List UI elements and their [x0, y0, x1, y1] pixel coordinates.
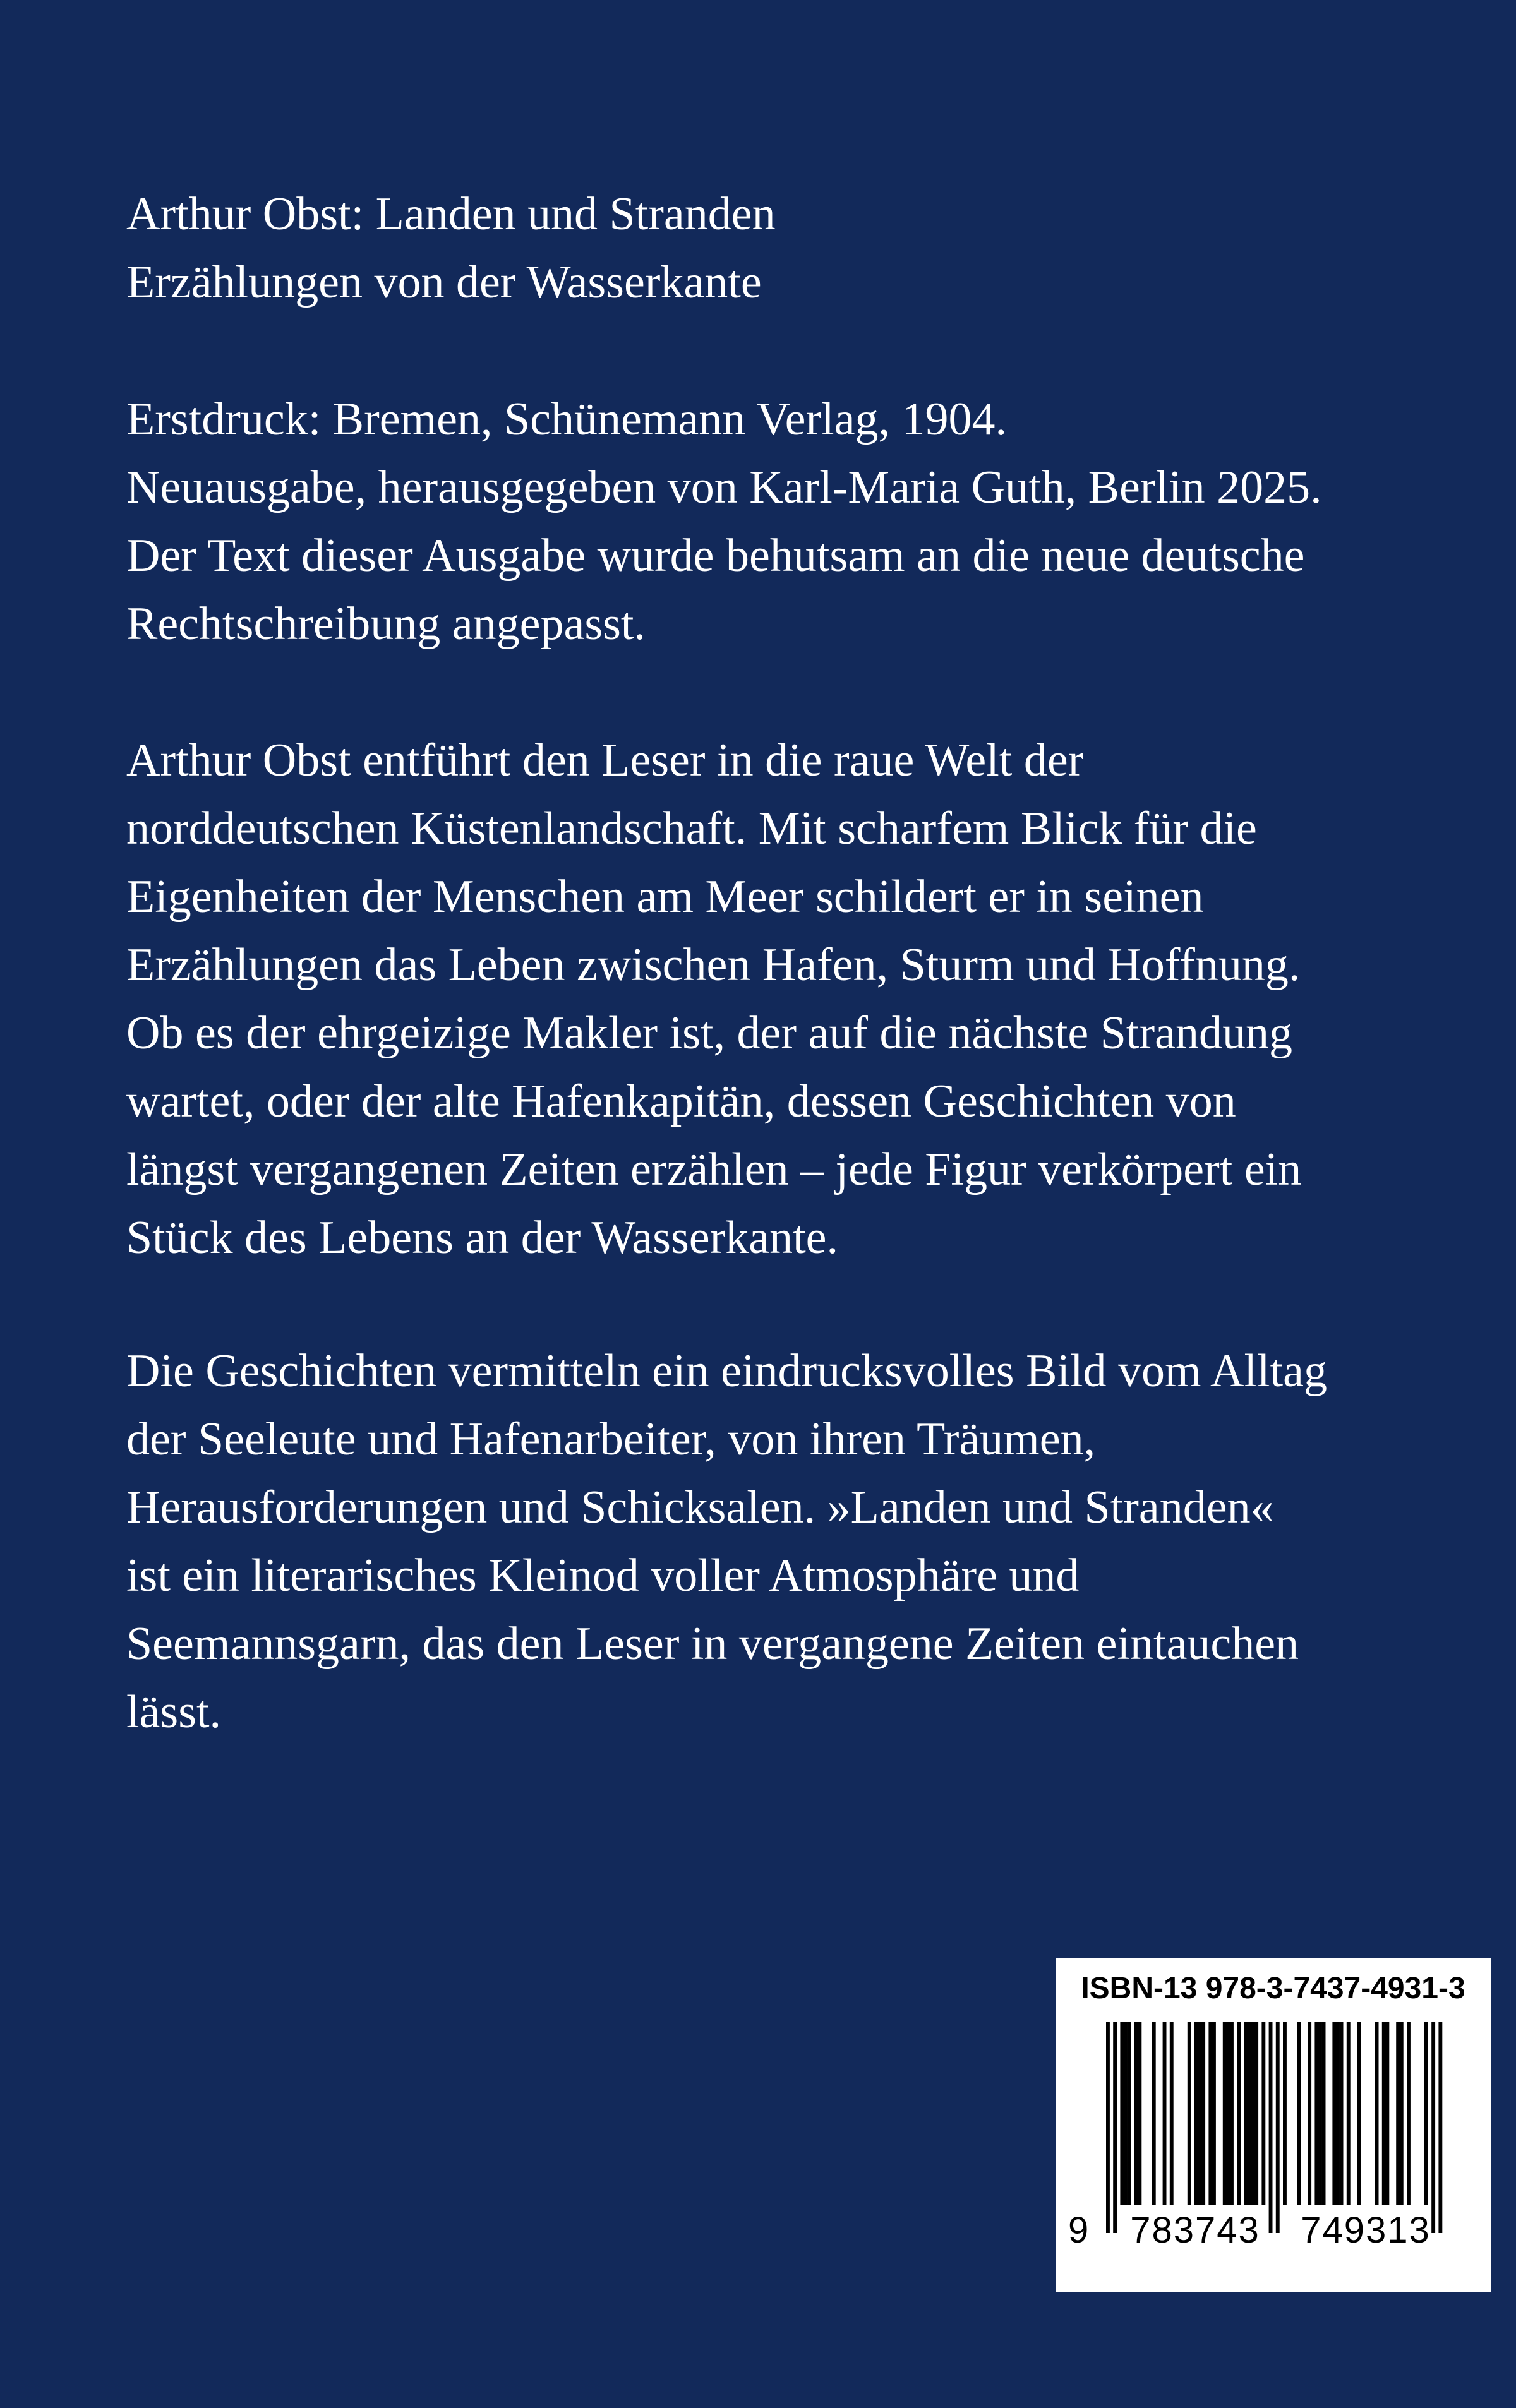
edition-line: Der Text dieser Ausgabe wurde behutsam an die neue deutsche [126, 530, 1305, 582]
barcode-bar [1223, 2022, 1227, 2205]
barcode-bar [1322, 2022, 1326, 2205]
barcode-bar [1261, 2022, 1265, 2205]
barcode-bar [1188, 2022, 1191, 2205]
edition-line: Rechtschreibung angepasst. [126, 598, 646, 650]
barcode-bar [1332, 2022, 1336, 2205]
barcode-bar [1248, 2022, 1251, 2205]
barcode-bar [1212, 2022, 1216, 2205]
barcode-bar [1198, 2022, 1202, 2205]
barcode-bar [1170, 2022, 1174, 2205]
barcode-bar [1230, 2022, 1234, 2205]
barcode-bar [1237, 2022, 1241, 2205]
description-line: ist ein literarisches Kleinod voller Atmosphäre und [126, 1550, 1080, 1602]
barcode-bar [1152, 2022, 1156, 2205]
barcode-bar [1318, 2022, 1322, 2205]
barcode-bar [1163, 2022, 1167, 2205]
barcode-digits-left: 783743 [1130, 2210, 1260, 2251]
edition-line: Erstdruck: Bremen, Schünemann Verlag, 1904. [126, 393, 1008, 445]
description-line: Ob es der ehrgeizige Makler ist, der auf die nächste Strandung [126, 1007, 1292, 1059]
barcode-bar [1357, 2022, 1361, 2205]
barcode-guard-bar [1113, 2022, 1117, 2233]
edition-line: Neuausgabe, herausgegeben von Karl-Maria Guth, Berlin 2025. [126, 462, 1322, 513]
barcode-bar [1208, 2022, 1212, 2205]
barcode-bar [1314, 2022, 1318, 2205]
barcode-bar [1124, 2022, 1128, 2205]
description-line: wartet, oder der alte Hafenkapitän, dessen Geschichten von [126, 1075, 1236, 1127]
description-line: der Seeleute und Hafenarbeiter, von ihren Träumen, [126, 1413, 1096, 1465]
book-title-line: Arthur Obst: Landen und Stranden [126, 188, 776, 240]
barcode-digits-right: 749313 [1301, 2210, 1431, 2251]
barcode-bar [1201, 2022, 1205, 2205]
description-line: Arthur Obst entführt den Leser in die raue Welt der [126, 734, 1084, 786]
barcode-bar [1297, 2022, 1301, 2205]
description-line: Die Geschichten vermitteln ein eindrucksvolles Bild vom Alltag [126, 1345, 1327, 1397]
barcode-bar [1382, 2022, 1386, 2205]
barcode-bar [1283, 2022, 1287, 2205]
description-paragraph-2 [126, 1337, 1440, 1746]
barcode-bar [1336, 2022, 1340, 2205]
description-line: norddeutschen Küstenlandschaft. Mit scharfem Blick für die [126, 803, 1257, 854]
description-line: Herausforderungen und Schicksalen. »Landen und Stranden« [126, 1482, 1274, 1533]
description-line: lässt. [126, 1686, 222, 1738]
barcode-digits [1056, 2205, 1491, 2256]
description-line: längst vergangenen Zeiten erzählen – jede Figur verkörpert ein [126, 1144, 1302, 1195]
barcode-bar [1251, 2022, 1255, 2205]
barcode-guard-bar [1269, 2022, 1273, 2233]
barcode-bar [1254, 2022, 1258, 2205]
barcode-bar [1407, 2022, 1411, 2205]
barcode-digit-first: 9 [1068, 2210, 1089, 2251]
barcode-bar [1375, 2022, 1379, 2205]
barcode-bar [1400, 2022, 1404, 2205]
barcode-guard-bar [1276, 2022, 1280, 2233]
barcode-bar [1134, 2022, 1138, 2205]
barcode-bar [1340, 2022, 1344, 2205]
barcode-bar [1120, 2022, 1124, 2205]
barcode-bar [1396, 2022, 1400, 2205]
barcode-guard-bar [1431, 2022, 1435, 2233]
barcode-guard-bar [1438, 2022, 1442, 2233]
book-subtitle-line: Erzählungen von der Wasserkante [126, 256, 762, 308]
description-line: Erzählungen das Leben zwischen Hafen, Sturm und Hoffnung. [126, 939, 1301, 991]
barcode-bar [1308, 2022, 1311, 2205]
isbn-barcode-box [1056, 1958, 1491, 2292]
barcode-bar [1385, 2022, 1389, 2205]
isbn-label: ISBN-13 978-3-7437-4931-3 [1081, 1972, 1465, 2005]
barcode-bar [1226, 2022, 1230, 2205]
edition-notice [126, 385, 1440, 658]
title-block [126, 180, 1440, 316]
barcode-bar [1194, 2022, 1198, 2205]
barcode-guard-bar [1106, 2022, 1110, 2233]
barcode-bar [1128, 2022, 1131, 2205]
barcode-bar [1347, 2022, 1351, 2205]
description-paragraph-1 [126, 726, 1440, 1272]
barcode-bar [1424, 2022, 1428, 2205]
barcode-bar [1244, 2022, 1248, 2205]
barcode-bar [1138, 2022, 1141, 2205]
description-line: Seemannsgarn, das den Leser in vergangene Zeiten eintauchen [126, 1618, 1299, 1670]
description-line: Stück des Lebens an der Wasserkante. [126, 1212, 838, 1264]
description-line: Eigenheiten der Menschen am Meer schildert er in seinen [126, 871, 1204, 923]
